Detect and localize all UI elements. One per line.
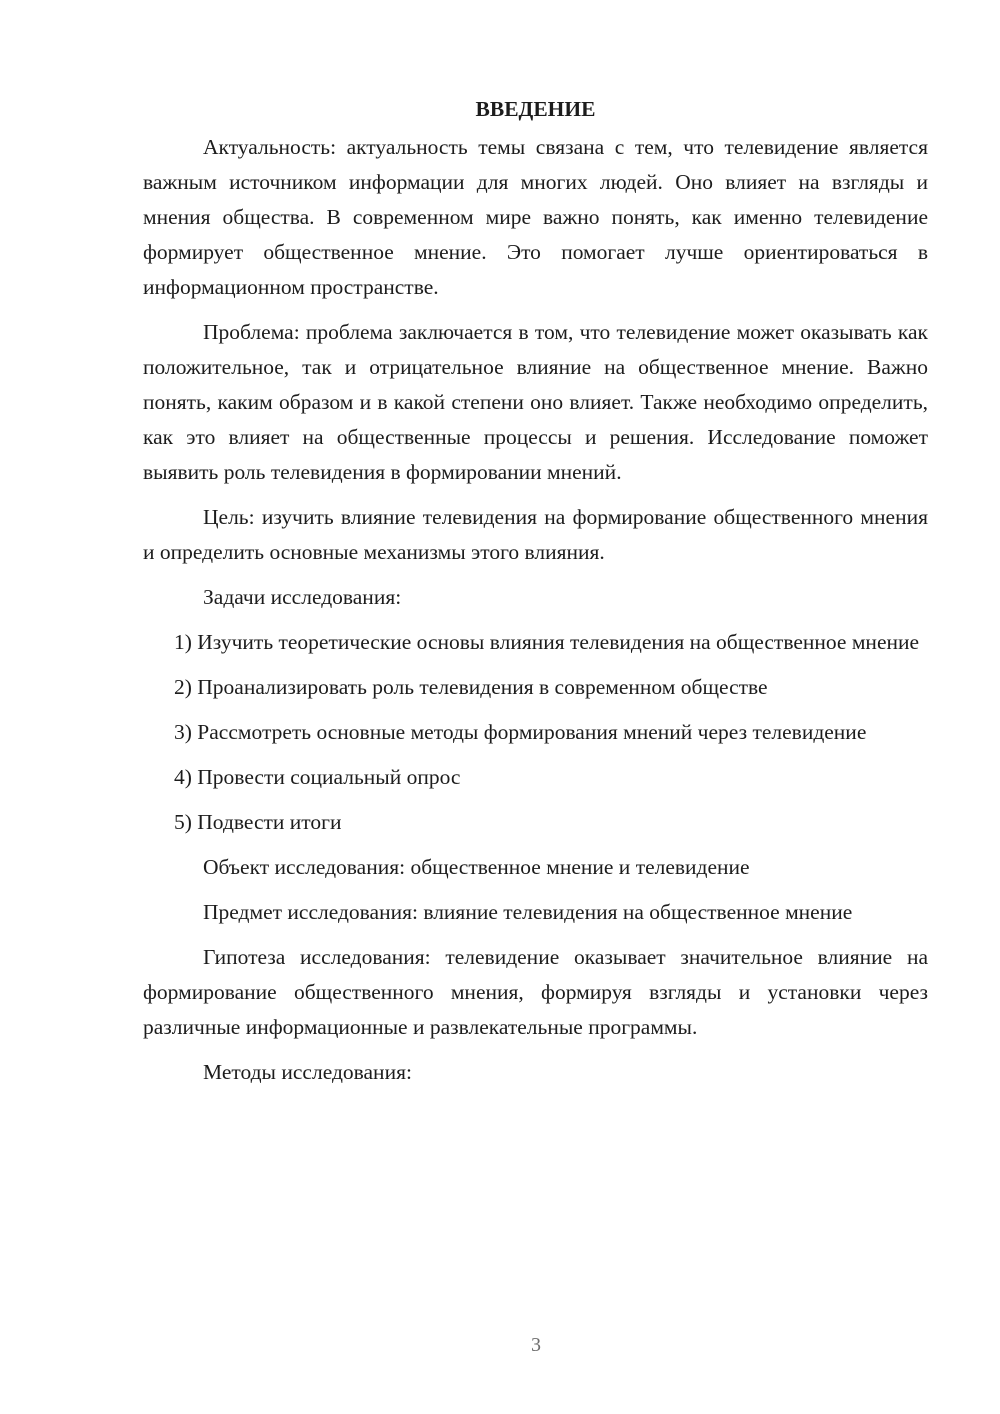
- subject-paragraph: Предмет исследования: влияние телевидения на общественное мнение: [203, 900, 853, 924]
- tasks-heading: Задачи исследования:: [203, 585, 402, 609]
- list-item: 1) Изучить теоретические основы влияния телевидения на общественное мнение: [174, 630, 920, 654]
- object-paragraph: Объект исследования: общественное мнение и телевидение: [203, 855, 750, 879]
- tasks-list: [143, 625, 928, 840]
- actuality-paragraph: Актуальность: актуальность темы связана с тем, что телевидение является важным источником информации для многих людей. Оно влияет на взгляды и мнения общества. В современном мире важно понять, как именно телевидение формирует общественное мнение. Это помогает лучше ориентироваться в информационном пространстве.: [143, 135, 928, 299]
- goal-paragraph: Цель: изучить влияние телевидения на формирование общественного мнения и определить основные механизмы этого влияния.: [143, 505, 928, 564]
- problem-paragraph: Проблема: проблема заключается в том, что телевидение может оказывать как положительное, так и отрицательное влияние на общественное мнение. Важно понять, каким образом и в какой степени оно влияет. Также необходимо определить, как это влияет на общественные процессы и решения. Исследование поможет выявить роль телевидения в формировании мнений.: [143, 320, 928, 484]
- list-item: 2) Проанализировать роль телевидения в современном обществе: [174, 675, 768, 699]
- list-item: 5) Подвести итоги: [174, 810, 342, 834]
- page-content: [143, 92, 928, 1100]
- section-title: ВВЕДЕНИЕ: [475, 97, 596, 121]
- methods-heading: Методы исследования:: [203, 1060, 412, 1084]
- page-number: 3: [531, 1334, 541, 1356]
- list-item: 3) Рассмотреть основные методы формирования мнений через телевидение: [174, 720, 867, 744]
- list-item: 4) Провести социальный опрос: [174, 765, 461, 789]
- hypothesis-paragraph: Гипотеза исследования: телевидение оказывает значительное влияние на формирование общественного мнения, формируя взгляды и установки через различные информационные и развлекательные программы.: [143, 945, 928, 1039]
